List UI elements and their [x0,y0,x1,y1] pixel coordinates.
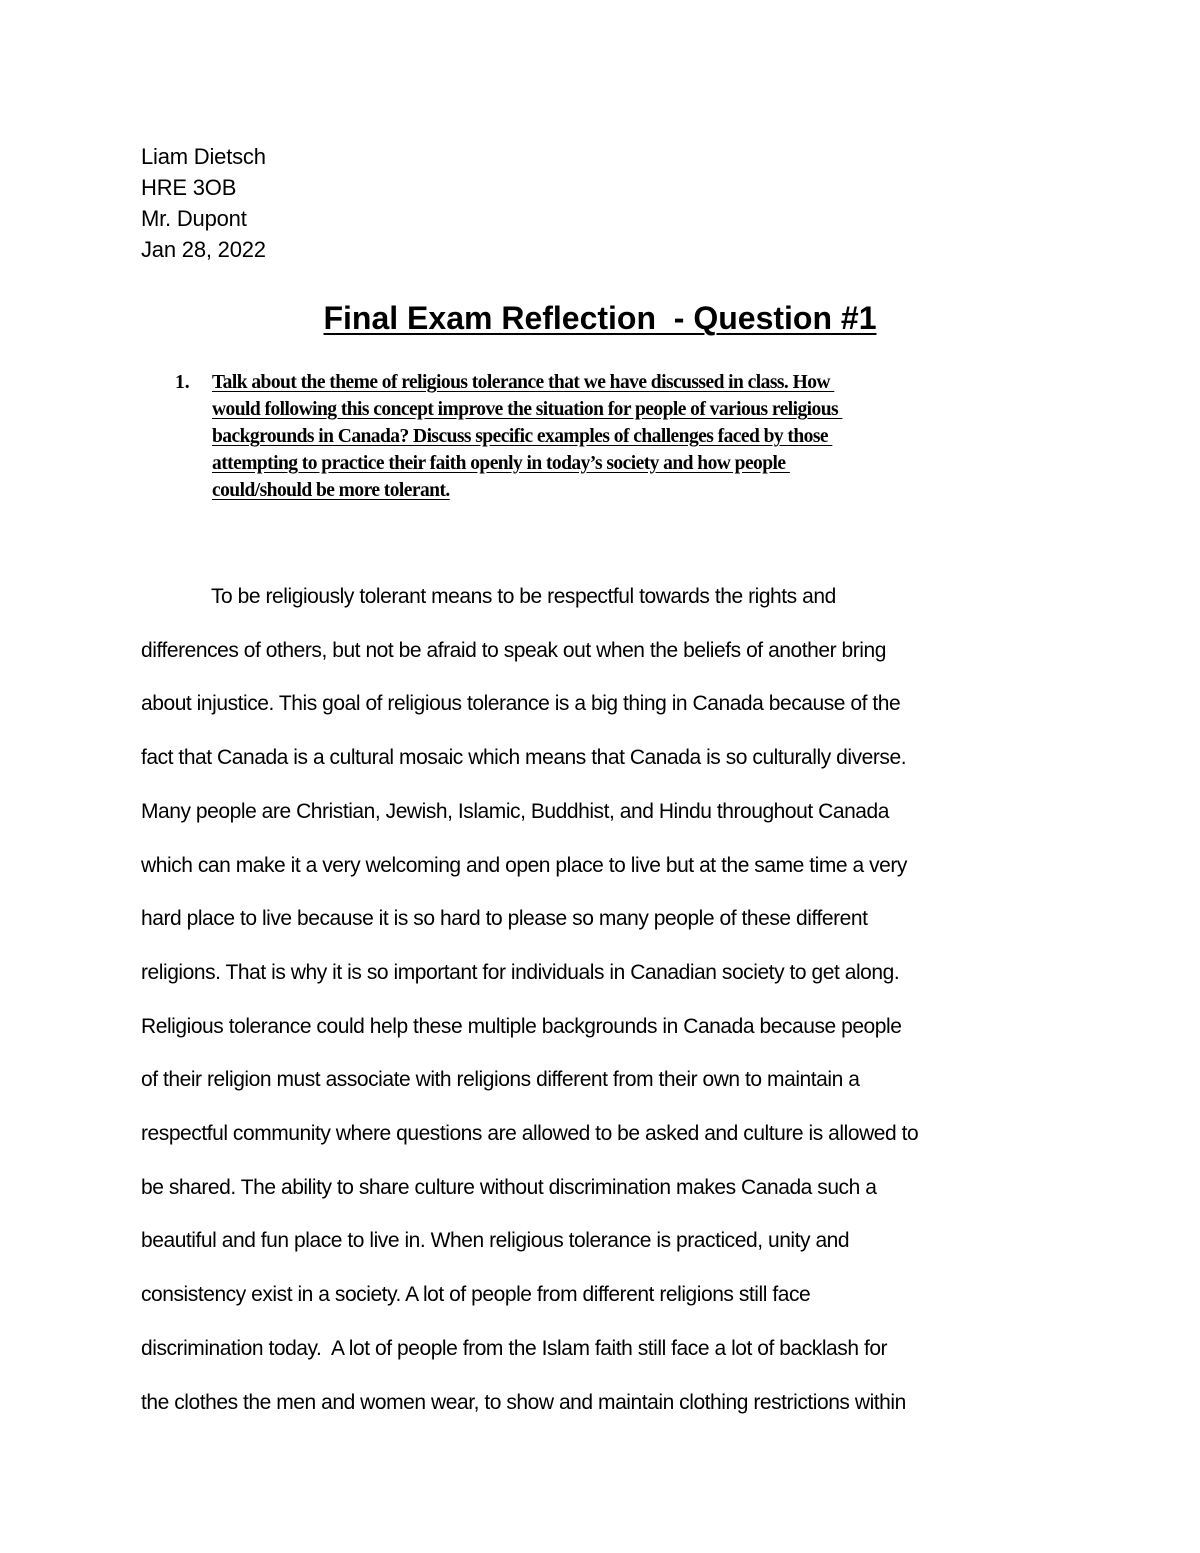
body-line: about injustice. This goal of religious tolerance is a big thing in Canada because of the [141,692,901,716]
body-line: of their religion must associate with religions different from their own to maintain a [141,1068,860,1092]
body-line: respectful community where questions are allowed to be asked and culture is allowed to [141,1122,919,1146]
question-line: would following this concept improve the situation for people of various religious [212,399,843,420]
body-line: Religious tolerance could help these multiple backgrounds in Canada because people [141,1014,902,1038]
course-code: HRE 3OB [141,175,237,200]
body-line: be shared. The ability to share culture without discrimination makes Canada such a [141,1175,877,1199]
question-line: backgrounds in Canada? Discuss specific examples of challenges faced by those [212,426,833,447]
body-line: religions. That is why it is so important for individuals in Canadian society to get along. [141,960,900,984]
question-number: 1. [175,372,190,393]
document-title [0,298,1200,338]
question-line: attempting to practice their faith openly in today’s society and how people [212,453,790,474]
question-text [212,369,1052,504]
body-line: hard place to live because it is so hard to please so many people of these different [141,907,868,931]
question-line: could/should be more tolerant. [212,480,450,501]
body-line: consistency exist in a society. A lot of people from different religions still face [141,1283,811,1307]
teacher-name: Mr. Dupont [141,206,247,231]
essay-body [141,570,1071,1429]
title-text: Final Exam Reflection - Question #1 [323,300,877,336]
student-info-header [141,141,266,265]
body-line: the clothes the men and women wear, to show and maintain clothing restrictions within [141,1390,906,1414]
body-line: fact that Canada is a cultural mosaic which means that Canada is so culturally diverse. [141,746,907,770]
body-line: discrimination today. A lot of people from the Islam faith still face a lot of backlash for [141,1336,888,1360]
body-line: beautiful and fun place to live in. When religious tolerance is practiced, unity and [141,1229,850,1253]
body-line: differences of others, but not be afraid to speak out when the beliefs of another bring [141,638,886,662]
question-line: Talk about the theme of religious tolerance that we have discussed in class. How [212,372,835,393]
student-name: Liam Dietsch [141,144,266,169]
body-line: To be religiously tolerant means to be respectful towards the rights and [211,585,836,608]
date: Jan 28, 2022 [141,237,266,262]
body-line: which can make it a very welcoming and open place to live but at the same time a very [141,853,907,877]
body-line: Many people are Christian, Jewish, Islamic, Buddhist, and Hindu throughout Canada [141,799,889,823]
